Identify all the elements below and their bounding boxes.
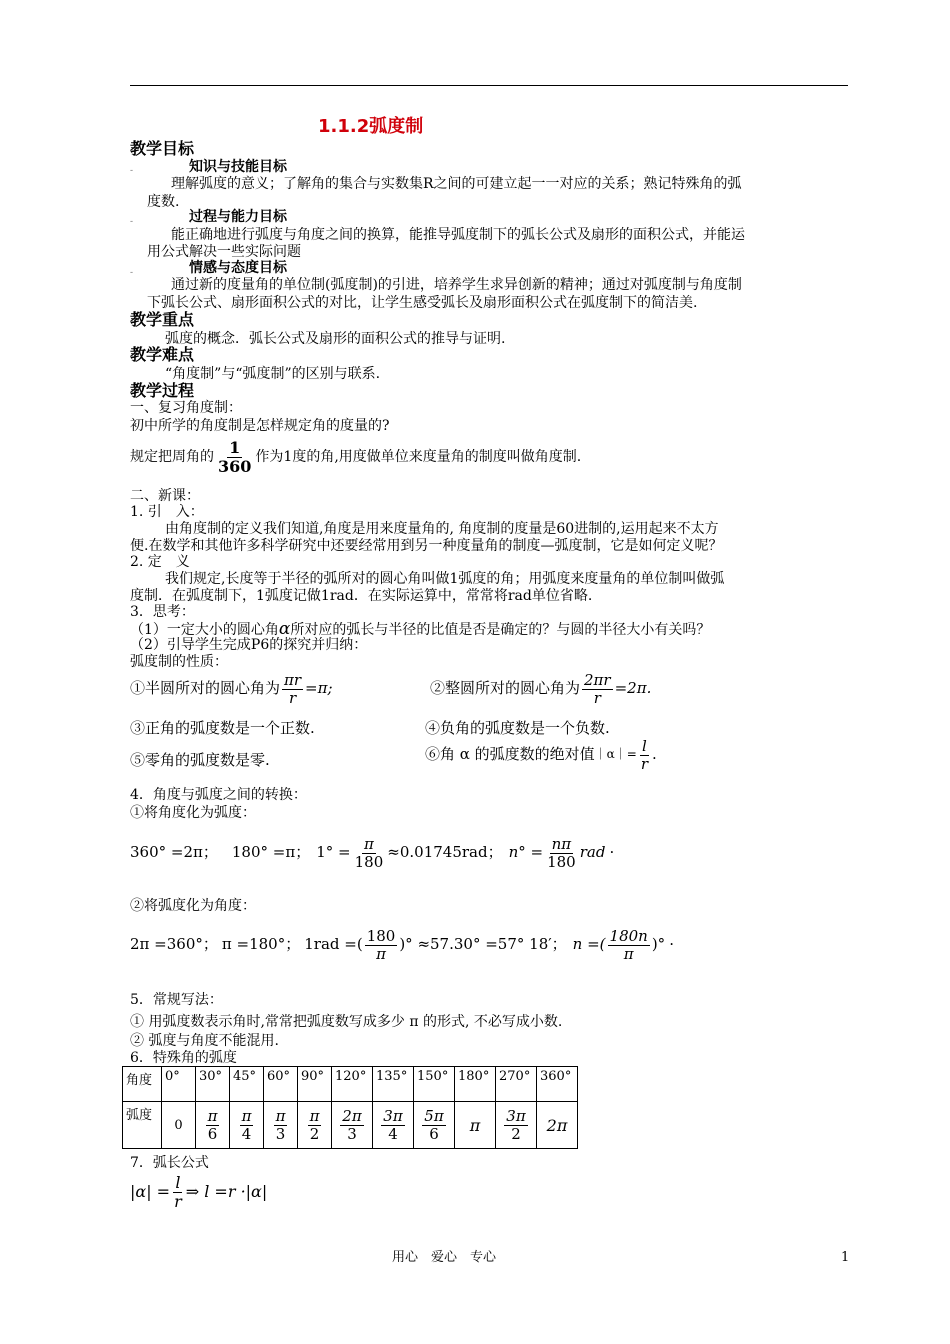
fraction-l-over-r [639,738,650,772]
fraction-numerator: 1 [229,438,241,457]
rad-to-deg-formula [130,928,674,962]
property-2-result: =2π. [614,679,652,698]
fraction-numerator: π [241,1107,252,1125]
section-process: 教学过程 [130,381,195,400]
notation-rule-2: ② 弧度与角度不能混用. [130,1033,279,1049]
intro-line1: 由角度制的定义我们知道,角度是用来度量角的, 角度制的度量是60进制的,运用起来不太方 [165,521,719,537]
formula-pi: π =180° [221,935,286,954]
fraction-2pi-r-over-r [582,672,613,706]
arc-formula-left: |α| = [130,1181,171,1201]
fraction-denominator: 6 [429,1124,439,1143]
rad-to-deg-heading: ②将弧度化为角度： [130,898,256,914]
degree-definition-pre: 规定把周角的 [130,449,214,466]
separator: ； [551,935,567,954]
difficulties-text: “角度制”与“弧度制”的区别与联系. [165,366,381,382]
fraction-denominator: r [593,688,601,707]
fraction-denominator: π [376,944,386,963]
review-question: 初中所学的角度制是怎样规定角的度量的? [130,418,390,434]
header-rule [130,85,848,86]
table-cell-radian [496,1102,537,1149]
table-cell-radian [196,1102,230,1149]
table-cell-degree: 0° [162,1067,196,1102]
table-row-degrees [123,1067,578,1102]
separator: ； [202,843,218,862]
goal-emotion-heading: 情感与态度目标 [189,260,287,276]
fraction-numerator: l [642,737,647,755]
alpha-symbol: α [278,619,291,639]
fraction-numerator: 180n [609,927,648,945]
property-2 [430,672,651,706]
table-cell-degree: 150° [414,1067,455,1102]
abs-alpha: ｜α｜= [594,747,637,762]
property-6 [425,738,657,772]
goal-process-heading: 过程与能力目标 [189,209,287,225]
fraction-180-over-pi [365,928,398,962]
definition-heading: 2. 定 义 [130,554,190,570]
key-points-text: 弧度的概念．弧长公式及扇形的面积公式的推导与证明. [165,331,506,347]
goal-emotion-line2: 下弧长公式、扇形面积公式的对比，让学生感受弧长及扇形面积公式在弧度制下的简洁美. [147,295,698,311]
property-1 [130,672,333,706]
fraction-denominator: 4 [388,1124,398,1143]
table-cell-radian: 2π [537,1102,578,1149]
table-cell-degree: 30° [196,1067,230,1102]
fraction-numerator: 5π [424,1107,444,1125]
fraction-numerator: π [275,1107,286,1125]
property-6-text: ⑥角 α 的弧度数的绝对值 [425,745,595,764]
goal-knowledge-line1: 理解弧度的意义；了解角的集合与实数集R之间的可建立起一一对应的关系；熟记特殊角的弧 [171,176,742,192]
think1-post: 所对应的弧长与半径的比值是否是确定的？与圆的半径大小有关吗？ [290,622,711,638]
think-question-2: （2）引导学生完成P6的探究并归纳： [130,637,368,653]
table-label-radian: 弧度 [123,1102,162,1149]
fraction-numerator: l [175,1173,181,1192]
intro-line2: 便.在数学和其他许多科学研究中还要经常用到另一种度量角的制度—弧度制，它是如何定义呢？ [130,538,723,554]
fraction-numerator: π [207,1107,218,1125]
formula-360: 360° =2π [130,843,203,862]
notation-heading: 5．常规写法： [130,992,223,1008]
fraction-180n-over-pi [608,928,650,962]
fraction-pi-r-over-r [282,672,303,706]
formula-one-rad: 1rad =( [304,935,363,954]
formula-n-rad: n =( [572,935,606,954]
fraction-l-over-r [172,1174,184,1210]
property-6-tail: . [652,745,657,764]
table-row-radians [123,1102,578,1149]
separator: · [609,843,615,862]
separator: · [669,935,674,954]
separator: ； [487,843,503,862]
arc-length-heading: 7．弧长公式 [130,1155,209,1171]
fraction-numerator: 2π [342,1107,362,1125]
fraction-numerator: 3π [506,1107,526,1125]
fraction-denominator: 180 [547,852,576,871]
table-cell-radian [414,1102,455,1149]
deg-to-rad-formula [130,836,614,870]
formula-180: 180° =π [231,843,296,862]
new-lesson-heading: 二、新课： [130,488,200,504]
formula-one-degree: 1° = [316,843,351,862]
think-heading: 3．思考： [130,604,195,620]
list-marker: - [130,166,134,176]
fraction-numerator: πr [284,671,302,689]
fraction-denominator: 2 [511,1124,521,1143]
section-difficulties: 教学难点 [130,345,195,364]
property-5: ⑤零角的弧度数是零. [130,751,270,769]
fraction-numerator: 180 [366,927,396,945]
table-cell-degree: 45° [230,1067,264,1102]
formula-one-degree-value: ≈0.01745rad [387,843,488,862]
table-cell-degree: 90° [298,1067,332,1102]
formula-n-degree-unit: rad [579,843,606,862]
deg-to-rad-heading: ①将角度化为弧度： [130,805,256,821]
fraction-pi-over-180 [353,836,386,870]
fraction-numerator: nπ [551,835,572,853]
definition-line1: 我们规定,长度等于半径的弧所对的圆心角叫做1弧度的角；用弧度来度量角的单位制叫做弧 [165,571,725,587]
special-angles-heading: 6．特殊角的弧度 [130,1050,237,1066]
fraction-numerator: π [309,1107,320,1125]
arc-length-formula [130,1174,267,1210]
table-cell-radian [230,1102,264,1149]
think1-pre: （1）一定大小的圆心角 [130,622,279,638]
fraction-denominator: 4 [241,1124,252,1143]
table-label-degree: 角度 [123,1067,162,1102]
intro-heading: 1. 引 入： [130,504,204,520]
formula-2pi: 2π =360° [130,935,203,954]
formula-n-degree: n° = [508,843,544,862]
degree-definition-post: 作为1度的角,用度做单位来度量角的制度叫做角度制. [255,449,582,466]
page-footer: 用心 爱心 专心 [392,1250,497,1265]
fraction-denominator: 2 [309,1124,320,1143]
property-2-text: ②整圆所对的圆心角为 [430,679,581,698]
fraction-denominator: r [174,1191,182,1211]
formula-n-rad-tail: )° [651,935,666,954]
property-1-text: ①半圆所对的圆心角为 [130,679,281,698]
list-marker: - [130,268,134,278]
table-cell-radian [264,1102,298,1149]
fraction-numerator: π [364,835,374,853]
review-heading: 一、复习角度制： [130,400,242,416]
goal-knowledge-line2: 度数. [147,194,180,210]
degree-definition [130,439,581,475]
goal-process-line1: 能正确地进行弧度与角度之间的换算，能推导弧度制下的弧长公式及扇形的面积公式，并能运 [171,227,745,243]
table-cell-radian: 0 [162,1102,196,1149]
table-cell-radian: π [455,1102,496,1149]
table-cell-radian [298,1102,332,1149]
table-cell-radian [332,1102,373,1149]
definition-line2: 度制．在弧度制下，1弧度记做1rad．在实际运算中，常常将rad单位省略. [130,588,593,604]
separator: ； [285,935,301,954]
fraction-numerator: 3π [383,1107,403,1125]
separator: ； [295,843,311,862]
page-number: 1 [841,1250,850,1265]
special-angles-table [122,1066,578,1149]
goal-emotion-line1: 通过新的度量角的单位制(弧度制)的引进，培养学生求异创新的精神；通过对弧度制与角度制 [171,277,742,293]
table-cell-radian [373,1102,414,1149]
section-key-points: 教学重点 [130,310,195,329]
section-teaching-goals: 教学目标 [130,139,195,158]
table-cell-degree: 60° [264,1067,298,1102]
table-cell-degree: 180° [455,1067,496,1102]
list-marker: - [130,217,134,227]
goal-knowledge-heading: 知识与技能目标 [189,159,287,175]
fraction-denominator: 3 [275,1124,286,1143]
fraction-denominator: 3 [347,1124,357,1143]
fraction-denominator: r [640,754,649,773]
fraction-denominator: 360 [218,456,252,476]
fraction-denominator: 180 [354,852,384,871]
notation-rule-1: ① 用弧度数表示角时,常常把弧度数写成多少 π 的形式, 不必写成小数. [130,1014,563,1030]
separator: ； [202,935,218,954]
arc-formula-right: ⇒ l =r ·|α| [185,1181,268,1201]
goal-process-line2: 用公式解决一些实际问题 [147,244,301,260]
property-3: ③正角的弧度数是一个正数. [130,719,315,737]
fraction-n-pi-over-180 [545,836,578,870]
properties-heading: 弧度制的性质： [130,654,228,670]
fraction-denominator: π [623,944,634,963]
fraction-one-over-360 [216,439,253,475]
table-cell-degree: 360° [537,1067,578,1102]
page-title: 1.1.2弧度制 [318,116,424,137]
property-1-result: =π; [305,679,333,698]
property-4: ④负角的弧度数是一个负数. [425,719,610,737]
conversion-heading: 4．角度与弧度之间的转换： [130,787,307,803]
fraction-numerator: 2πr [584,671,611,689]
fraction-denominator: 6 [207,1124,218,1143]
table-cell-degree: 270° [496,1067,537,1102]
table-cell-degree: 135° [373,1067,414,1102]
table-cell-degree: 120° [332,1067,373,1102]
formula-one-rad-value: )° ≈57.30° =57° 18′ [399,935,552,954]
fraction-denominator: r [288,688,297,707]
